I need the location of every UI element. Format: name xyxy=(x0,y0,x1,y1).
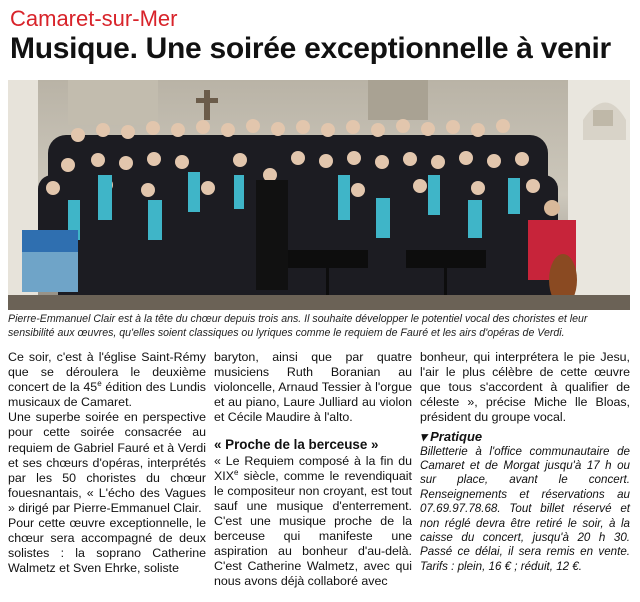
subheading: « Proche de la berceuse » xyxy=(214,437,379,453)
paragraph-quote-end: bonheur, qui interprétera le pie Jesu, l'air le plus célèbre de cette œuvre que tous s'accordent à qualifier de céleste », précise Miche lle Bloas, président du groupe vocal. xyxy=(420,350,630,425)
section-kicker: Camaret-sur-Mer xyxy=(10,6,178,31)
practical-info-body: Billetterie à l'office communautaire de Camaret et de Morgat jusqu'à 17 h ou sur place, avant le concert. Renseignements et réservations au 07.69.97.78.68. Tout billet réservé et non réglé devra être retiré le soir, à la caisse du concert, jusqu'à 20 h 30. Passé ce délai, il sera remis en vente. Tarifs : plein, 16 € ; réduit, 12 €. xyxy=(420,444,630,573)
article-column-2 xyxy=(214,350,412,589)
paragraph-quote: « Le Requiem composé à la fin du XIXe siècle, comme le revendiquait le compositeur non croyant, est tout sauf une musique d'enterrement. C'est une musique proche de la berceuse qui manifeste une aspiration au bonheur d'au-delà. C'est Catherine Walmetz, avec qui nous avons déjà collaboré avec xyxy=(214,453,412,589)
paragraph-intro: Ce soir, c'est à l'église Saint-Rémy que se déroulera le deuxième concert de la 45e édition des Lundis musicaux de Camaret. xyxy=(8,350,206,410)
practical-info-heading: ▾ Pratique xyxy=(420,429,483,445)
photo-caption: Pierre-Emmanuel Clair est à la tête du chœur depuis trois ans. Il souhaite développer le potentiel vocal des choristes et leur sensibilité aux œuvres, qu'elles soient classiques ou lyriques comme le requiem de Fauré et les airs d'opéras de Verdi. xyxy=(8,313,588,339)
article-headline: Musique. Une soirée exceptionnelle à venir xyxy=(10,32,611,65)
paragraph-soloists: Pour cette œuvre exceptionnelle, le chœur sera accompagné de deux solistes : la soprano Catherine Walmetz et Sven Ehrke, soliste xyxy=(8,516,206,576)
article-column-3 xyxy=(420,350,630,574)
article-column-1 xyxy=(8,350,206,576)
paragraph-musicians: baryton, ainsi que par quatre musiciens Ruth Boranian au violoncelle, Arnaud Tessier à l'orgue et au piano, Laure Julliard au violon et Cécile Maudire à l'alto. xyxy=(214,350,412,425)
choir-photo xyxy=(8,80,630,310)
paragraph-program: Une superbe soirée en perspective pour cette soirée consacrée au requiem de Gabriel Fauré et à Verdi et ses chœurs d'opéras, interprétés par les 50 choristes du chœur fouesnantais, « L'écho des Vagues » dirigé par Pierre-Emmanuel Clair. xyxy=(8,410,206,515)
